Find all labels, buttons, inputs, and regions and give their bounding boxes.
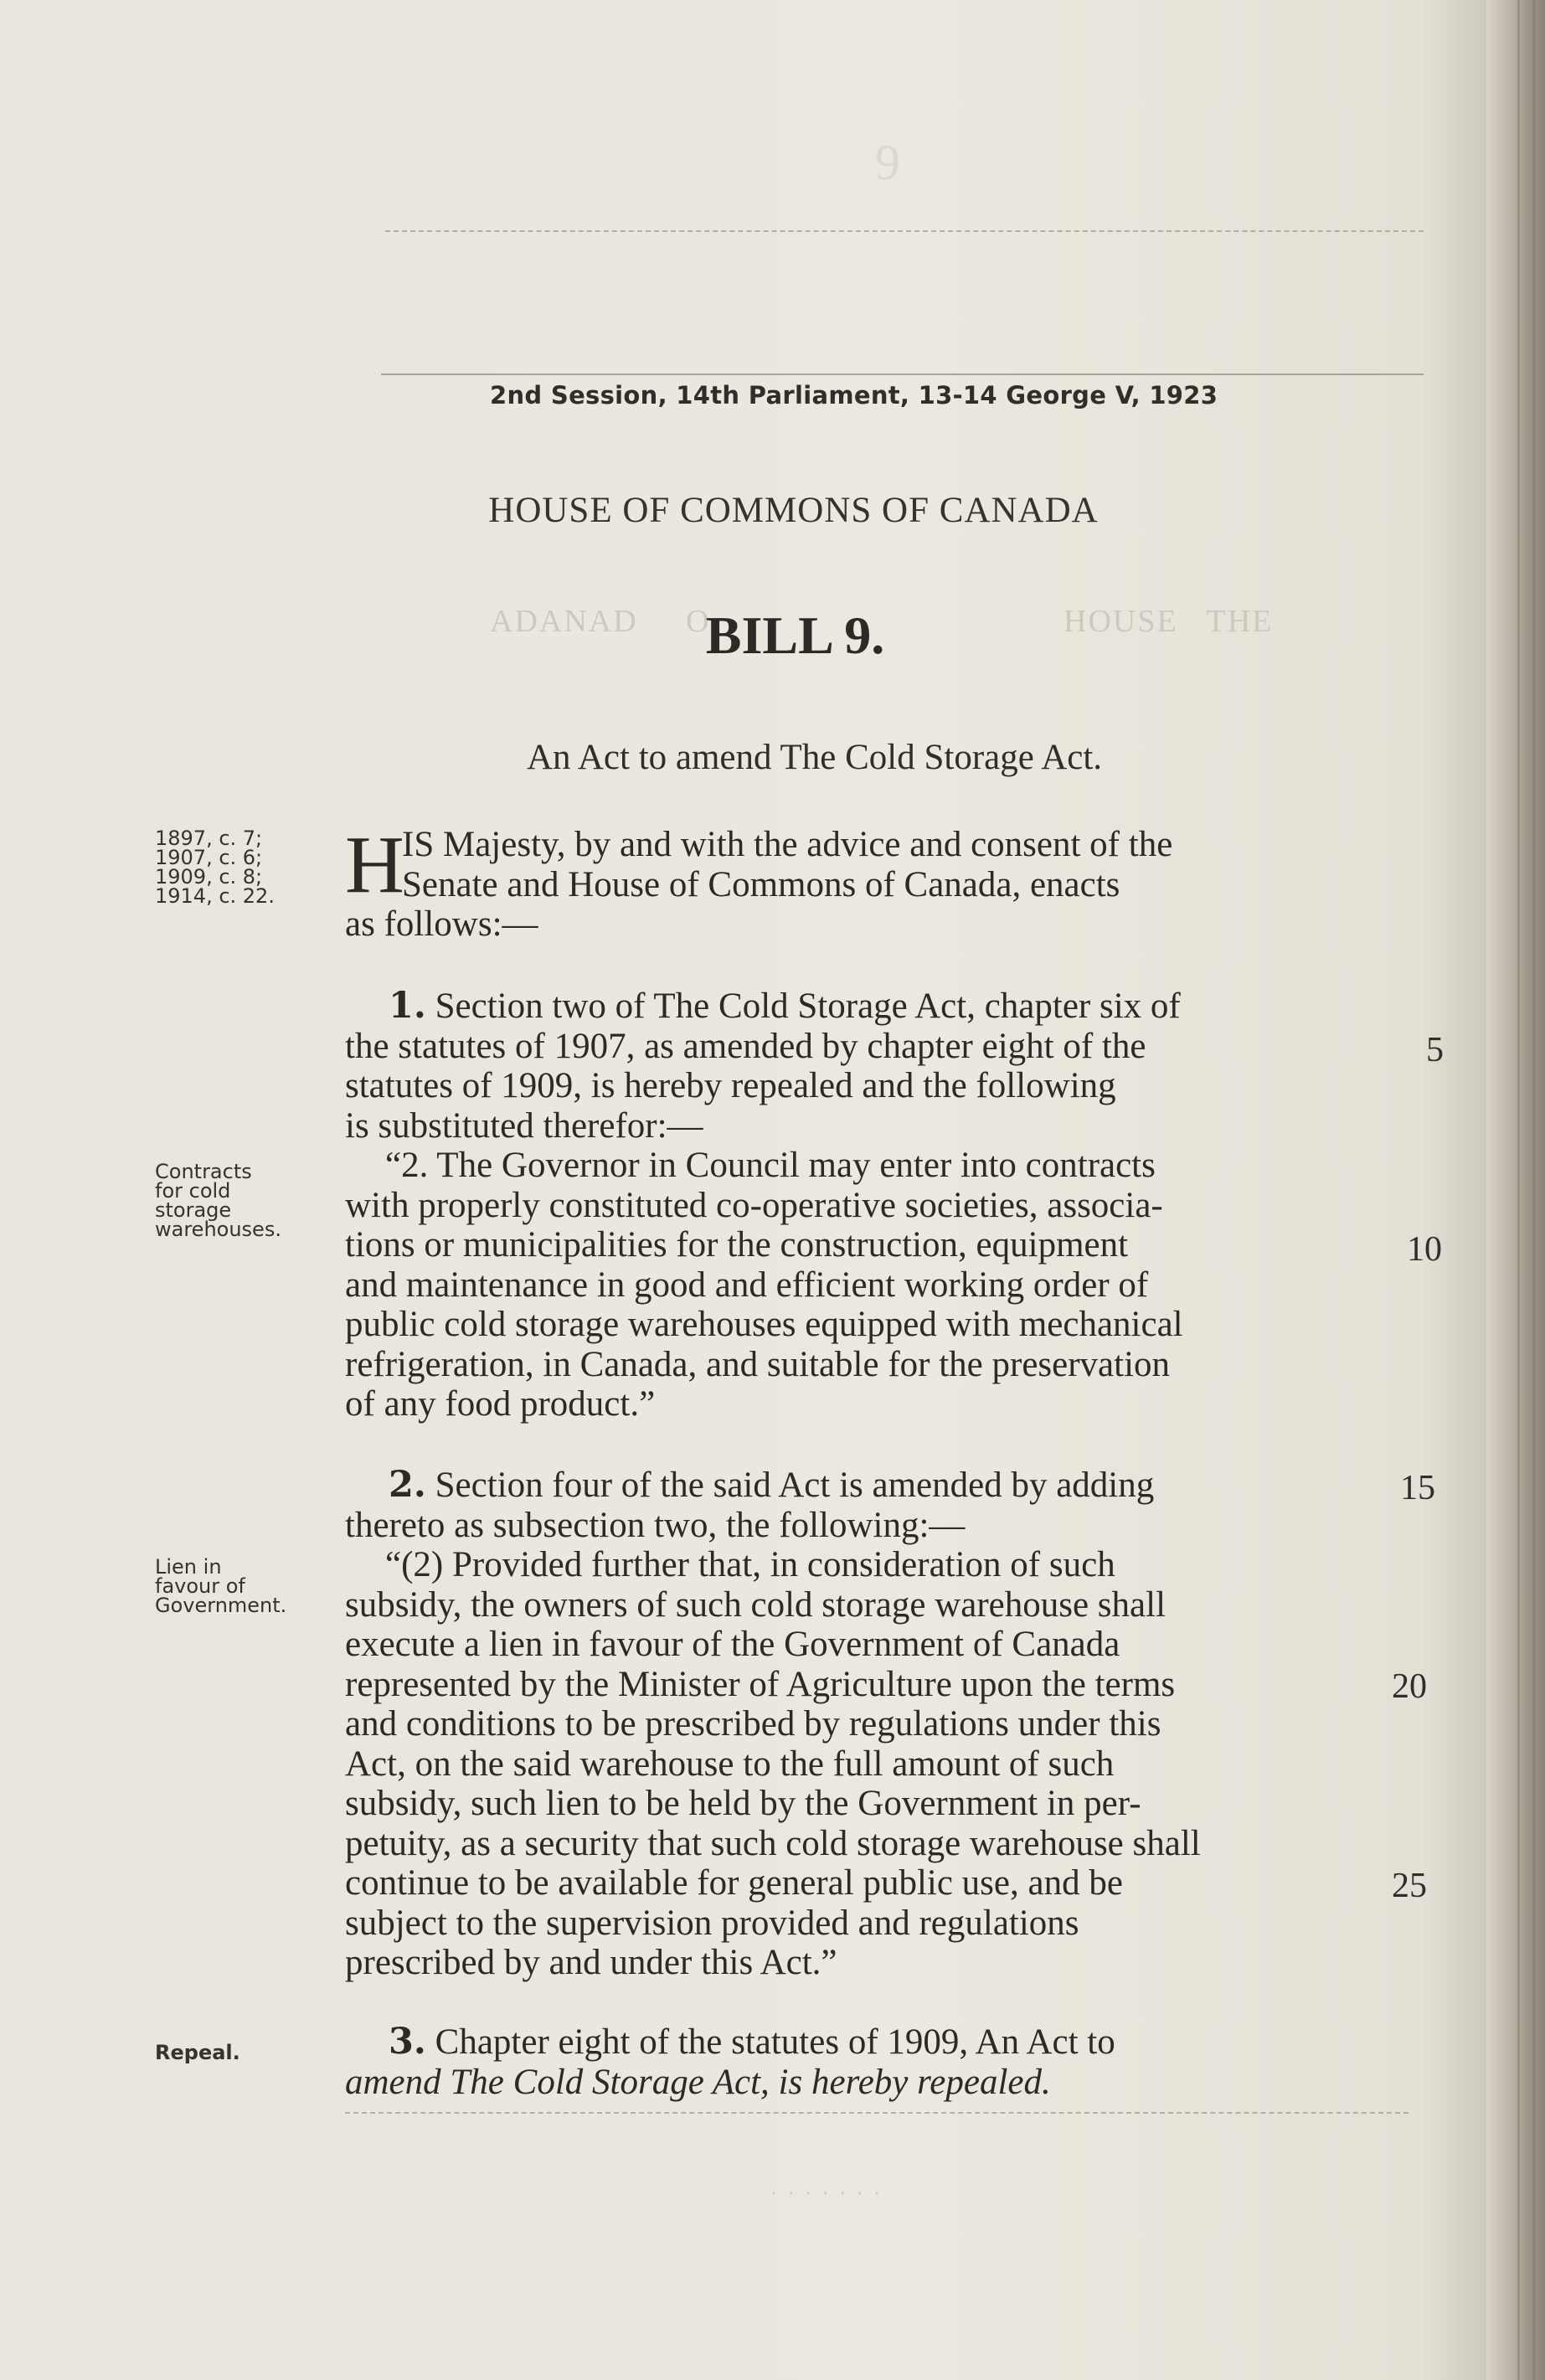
- section-line: Chapter eight of the statutes of 1909, An Act to: [435, 2022, 1115, 2062]
- bill-subtitle: An Act to amend The Cold Storage Act.: [526, 738, 1103, 777]
- repeal-note: Repeal.: [155, 2041, 240, 2064]
- bottom-rule: [345, 2112, 1409, 2114]
- show-through-mark: 9: [875, 135, 902, 190]
- note-line: favour of: [155, 1574, 245, 1598]
- quote-line: “2. The Governor in Council may enter into contracts: [385, 1146, 1156, 1185]
- show-through-mark: ADANAD O: [490, 604, 711, 639]
- page-edge-line: [1517, 0, 1520, 2380]
- section-line: is substituted therefor:—: [345, 1105, 703, 1146]
- top-rule: [385, 230, 1424, 232]
- quote-line: continue to be available for general public use, and be: [345, 1863, 1123, 1903]
- section-line: the statutes of 1907, as amended by chapter eight of the: [345, 1026, 1146, 1066]
- section-number: 1.: [389, 985, 426, 1027]
- enact-line: as follows:—: [345, 904, 538, 944]
- line-number: 15: [1400, 1469, 1435, 1507]
- contracts-note: [155, 1162, 281, 1239]
- lien-note: [155, 1555, 287, 1617]
- section-2: [345, 1466, 1388, 1983]
- section-line: statutes of 1909, is hereby repealed and the following: [345, 1066, 1116, 1105]
- note-line: Government.: [155, 1594, 287, 1617]
- quote-line: execute a lien in favour of the Government of Canada: [345, 1625, 1120, 1664]
- quote-line: subsidy, the owners of such cold storage warehouse shall: [345, 1584, 1166, 1625]
- quote-line: petuity, as a security that such cold storage warehouse shall: [345, 1823, 1201, 1863]
- quote-line: “(2) Provided further that, in consideration of such: [385, 1545, 1115, 1584]
- quote-line: refrigeration, in Canada, and suitable for the preservation: [345, 1344, 1171, 1384]
- section-number: 2.: [389, 1464, 426, 1506]
- page-edge-shadow: [1486, 0, 1545, 2380]
- quote-line: subsidy, such lien to be held by the Government in per-: [345, 1784, 1141, 1823]
- note-line: Contracts: [155, 1160, 252, 1183]
- enacting-clause: [345, 820, 1388, 945]
- section-3: [345, 2022, 1388, 2102]
- section-1: [345, 987, 1388, 1424]
- line-number: 20: [1392, 1667, 1427, 1706]
- section-line: thereto as subsection two, the following:—: [345, 1505, 966, 1545]
- quote-line: subject to the supervision provided and regulations: [345, 1903, 1079, 1943]
- citation-note: [155, 829, 275, 906]
- show-through-mark: · · · · · · ·: [770, 2182, 883, 2207]
- section-line: Section two of The Cold Storage Act, chapter six of: [435, 987, 1181, 1026]
- section-number: 3.: [389, 2021, 426, 2063]
- header-rule: [381, 373, 1424, 375]
- note-line: for cold: [155, 1179, 231, 1203]
- citation-line: 1907, c. 6;: [155, 846, 263, 869]
- citation-line: 1897, c. 7;: [155, 827, 263, 850]
- line-number: 5: [1426, 1031, 1444, 1069]
- quote-line: represented by the Minister of Agriculture upon the terms: [345, 1664, 1176, 1704]
- section-line: Section four of the said Act is amended by adding: [435, 1466, 1155, 1505]
- session-header: 2nd Session, 14th Parliament, 13-14 George V, 1923: [490, 381, 1218, 410]
- quote-line: and conditions to be prescribed by regulations under this: [345, 1704, 1161, 1744]
- citation-line: 1909, c. 8;: [155, 865, 263, 889]
- quote-line: Act, on the said warehouse to the full amount of such: [345, 1744, 1115, 1784]
- note-line: warehouses.: [155, 1218, 281, 1241]
- quote-line: public cold storage warehouses equipped with mechanical: [345, 1305, 1183, 1344]
- enact-line: IS Majesty, by and with the advice and consent of the: [402, 825, 1173, 864]
- enact-line: Senate and House of Commons of Canada, enacts: [402, 864, 1120, 904]
- citation-line: 1914, c. 22.: [155, 884, 275, 908]
- quote-line: with properly constituted co-operative societies, associa-: [345, 1185, 1163, 1225]
- quote-line: tions or municipalities for the construction, equipment: [345, 1225, 1129, 1265]
- quote-line: prescribed by and under this Act.”: [345, 1943, 837, 1982]
- section-line: amend The Cold Storage Act, is hereby repealed.: [345, 2062, 1051, 2102]
- line-number: 10: [1407, 1230, 1442, 1269]
- page-edge-line: [1532, 0, 1535, 2380]
- house-heading: HOUSE OF COMMONS OF CANADA: [488, 491, 1099, 530]
- note-line: storage: [155, 1198, 232, 1222]
- bill-title: BILL 9.: [705, 605, 885, 665]
- show-through-mark: HOUSE THE: [1063, 604, 1274, 639]
- line-number: 25: [1392, 1867, 1427, 1905]
- quote-line: of any food product.”: [345, 1384, 656, 1424]
- quote-line: and maintenance in good and efficient working order of: [345, 1265, 1149, 1305]
- drop-cap: H: [345, 820, 404, 910]
- note-line: Lien in: [155, 1555, 222, 1579]
